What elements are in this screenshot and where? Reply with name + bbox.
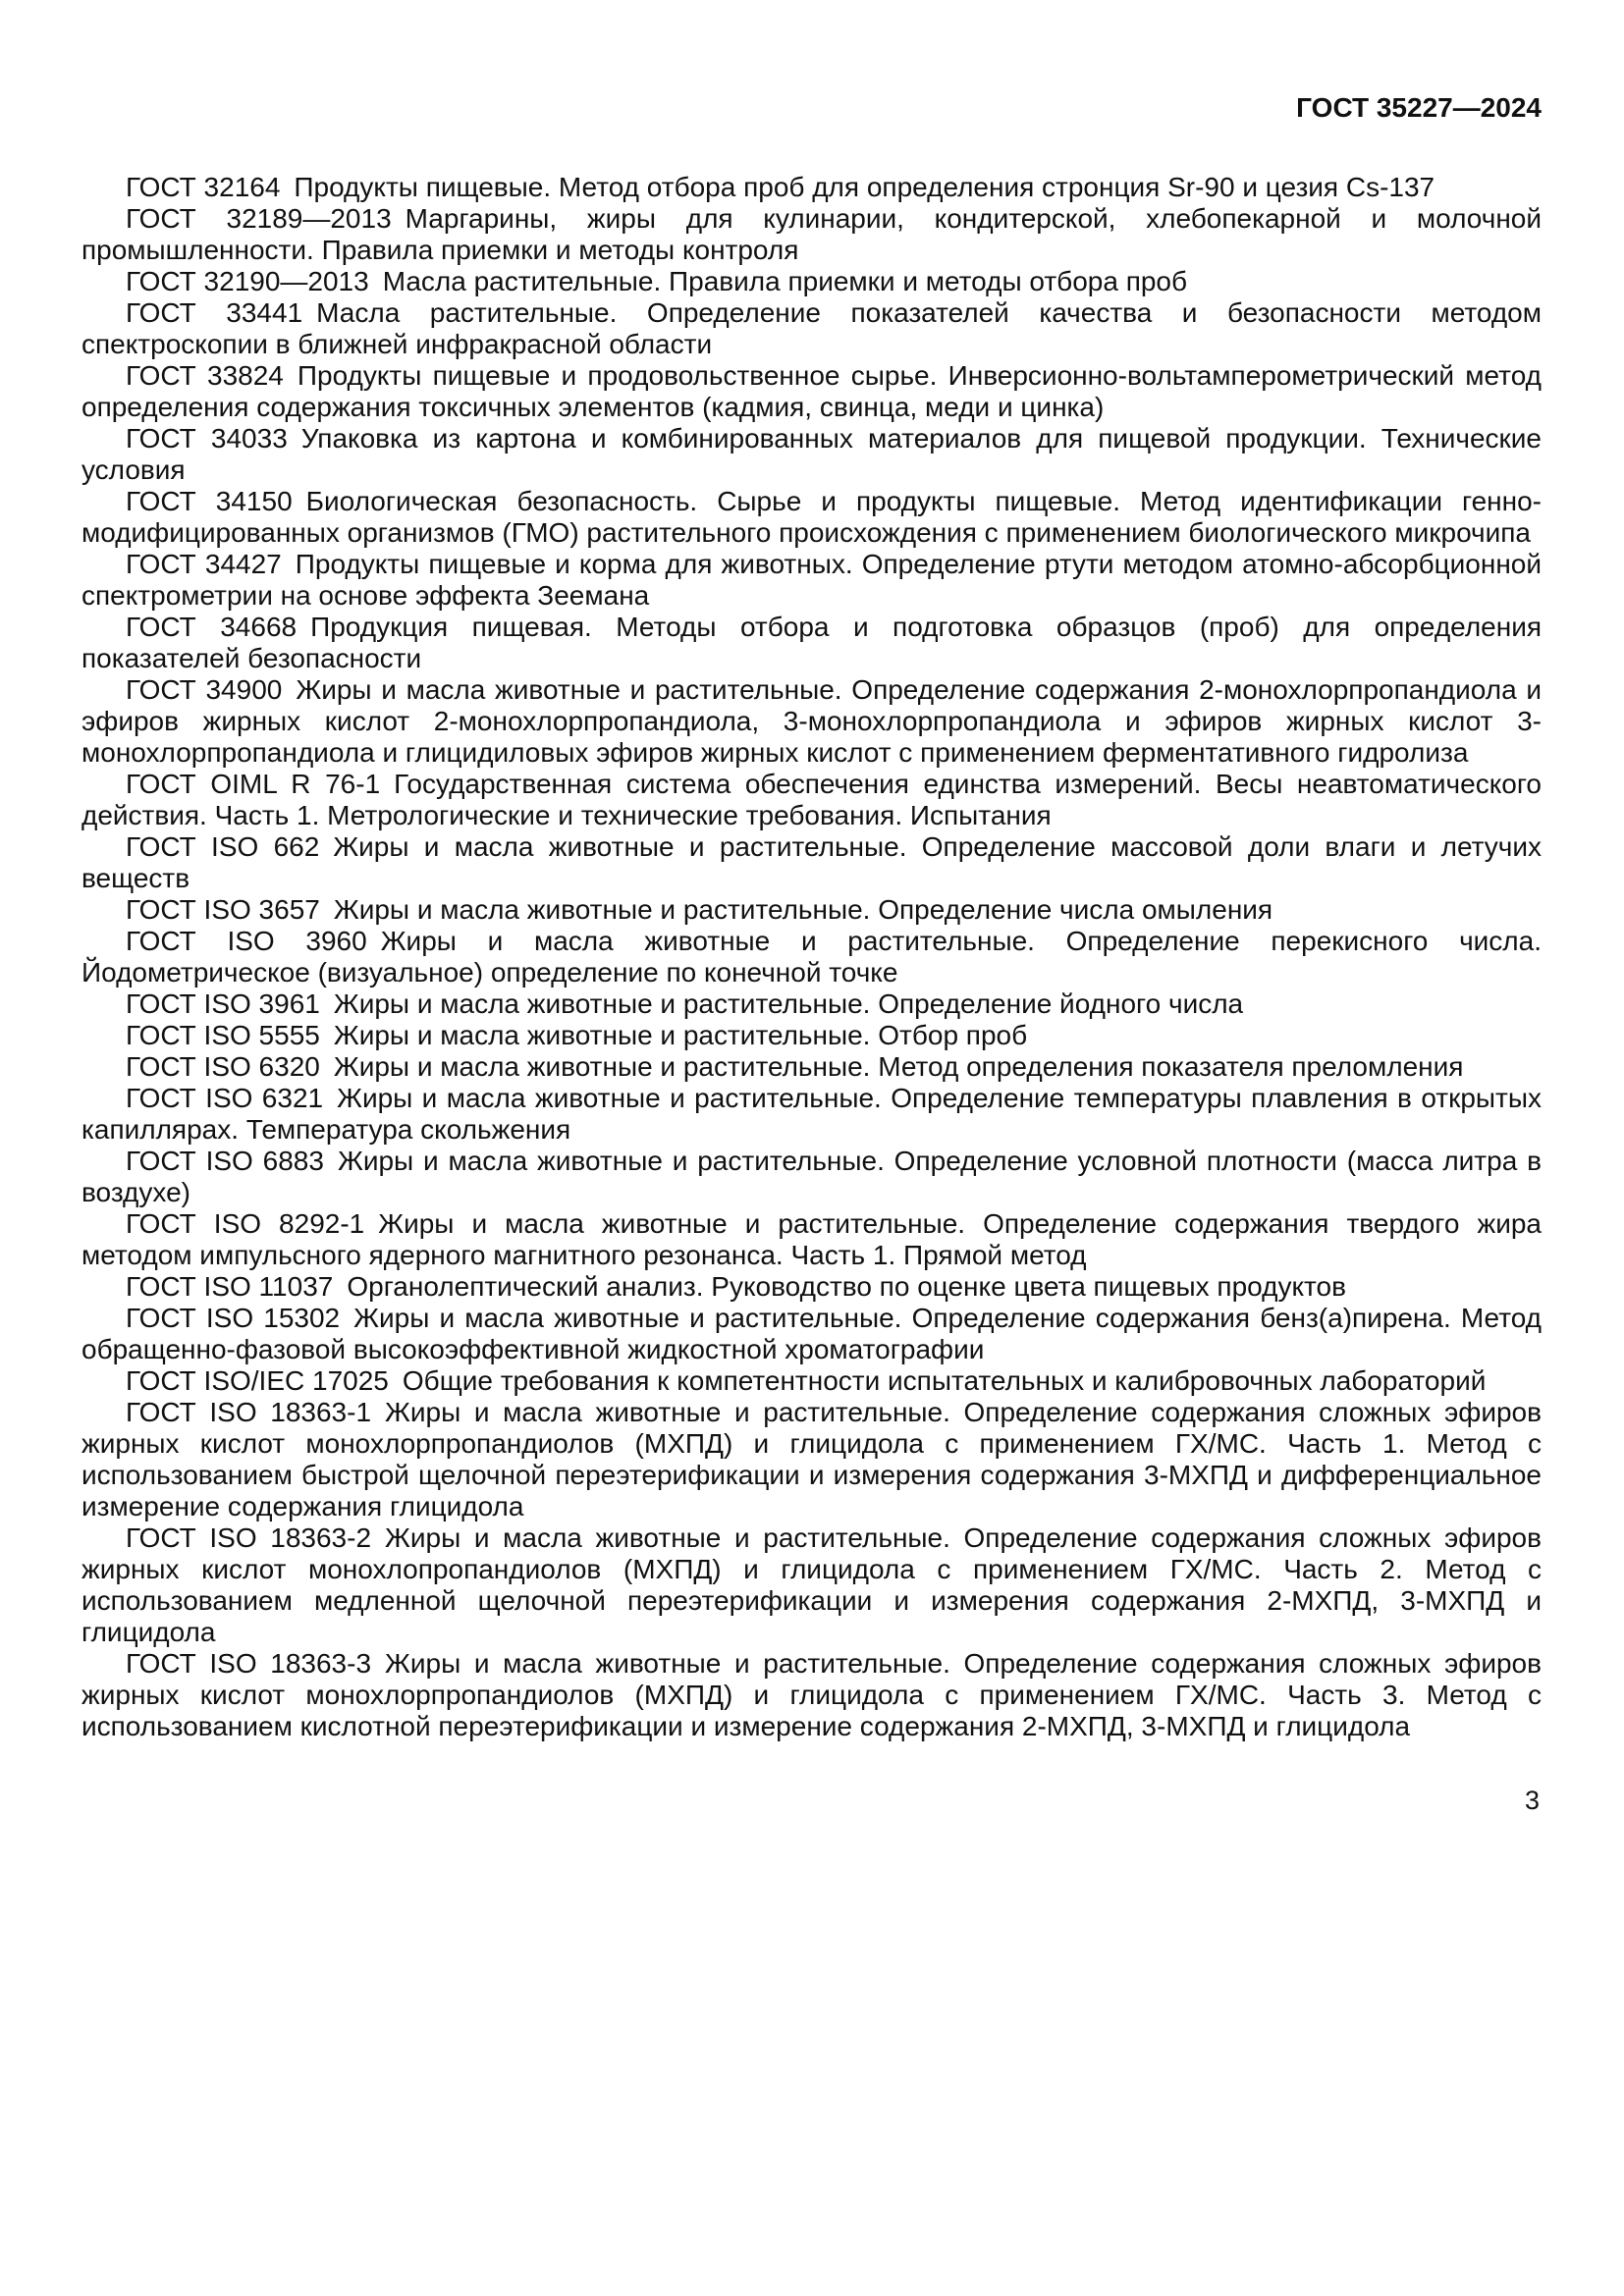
reference-item	[81, 1208, 1542, 1271]
reference-item	[81, 1648, 1542, 1742]
reference-designation: ГОСТ 34900	[126, 674, 283, 705]
reference-designation: ГОСТ ISO 3960	[126, 926, 367, 956]
reference-item	[81, 203, 1542, 266]
reference-designation: ГОСТ ISO 8292-1	[126, 1208, 365, 1239]
reference-item	[81, 266, 1542, 297]
reference-designation: ГОСТ 33824	[126, 360, 284, 391]
reference-designation: ГОСТ OIML R 76-1	[126, 769, 381, 799]
reference-designation: ГОСТ ISO 6883	[126, 1146, 324, 1176]
reference-designation: ГОСТ ISO 3657	[126, 894, 320, 925]
reference-item	[81, 1020, 1542, 1051]
reference-title: Продукция пищевая. Методы отбора и подготовка образцов (проб) для определения показателей безопасности	[81, 612, 1542, 673]
reference-item	[81, 1271, 1542, 1303]
reference-designation: ГОСТ ISO 5555	[126, 1020, 320, 1050]
reference-title: Жиры и масла животные и растительные. Определение содержания сложных эфиров жирных кислот монохлорпропандиолов (МХПД) и глицидола с применением ГХ/МС. Часть 3. Метод с использованием кислотной переэтерификации и измерение содержания 2-МХПД, 3-МХПД и глицидола	[81, 1648, 1542, 1741]
references-list	[81, 172, 1542, 1742]
reference-designation: ГОСТ ISO 662	[126, 831, 320, 862]
reference-title: Общие требования к компетентности испытательных и калибровочных лабораторий	[402, 1365, 1487, 1396]
reference-item	[81, 1083, 1542, 1146]
reference-item	[81, 1365, 1542, 1397]
reference-title: Жиры и масла животные и растительные. Определение содержания сложных эфиров жирных кислот монохлорпропандиолов (МХПД) и глицидола с применением ГХ/МС. Часть 1. Метод с использованием быстрой щелочной переэтерификации и измерения содержания 3-МХПД и дифференциальное измерение содержания глицидола	[81, 1397, 1542, 1522]
reference-title: Биологическая безопасность. Сырье и продукты пищевые. Метод идентификации генно-модифицированных организмов (ГМО) растительного происхождения с применением биологического микрочипа	[81, 486, 1542, 548]
reference-title: Упаковка из картона и комбинированных материалов для пищевой продукции. Технические условия	[81, 423, 1542, 485]
reference-title: Маргарины, жиры для кулинарии, кондитерской, хлебопекарной и молочной промышленности. Правила приемки и методы контроля	[81, 203, 1542, 265]
reference-item	[81, 1522, 1542, 1648]
reference-item	[81, 297, 1542, 360]
reference-designation: ГОСТ 32190—2013	[126, 266, 369, 296]
reference-designation: ГОСТ ISO 18363-1	[126, 1397, 372, 1427]
reference-designation: ГОСТ 33441	[126, 297, 303, 328]
reference-designation: ГОСТ 34668	[126, 612, 298, 642]
reference-title: Масла растительные. Определение показателей качества и безопасности методом спектроскопии в ближней инфракрасной области	[81, 297, 1542, 359]
reference-item	[81, 1397, 1542, 1522]
reference-designation: ГОСТ ISO 15302	[126, 1303, 341, 1333]
reference-title: Жиры и масла животные и растительные. Определение условной плотности (масса литра в воздухе)	[81, 1146, 1542, 1207]
reference-item	[81, 423, 1542, 486]
reference-designation: ГОСТ 32164	[126, 172, 281, 202]
reference-item	[81, 612, 1542, 674]
reference-designation: ГОСТ ISO 6321	[126, 1083, 324, 1113]
reference-title: Жиры и масла животные и растительные. Определение массовой доли влаги и летучих веществ	[81, 831, 1542, 893]
reference-designation: ГОСТ ISO 3961	[126, 988, 320, 1019]
reference-item	[81, 1303, 1542, 1365]
reference-title: Органолептический анализ. Руководство по оценке цвета пищевых продуктов	[347, 1271, 1346, 1302]
reference-designation: ГОСТ ISO/IEC 17025	[126, 1365, 389, 1396]
reference-item	[81, 831, 1542, 894]
reference-item	[81, 360, 1542, 423]
reference-item	[81, 172, 1542, 203]
reference-designation: ГОСТ 34150	[126, 486, 293, 516]
document-header	[81, 93, 1542, 123]
standard-designation: ГОСТ 35227—2024	[1296, 92, 1542, 123]
reference-title: Масла растительные. Правила приемки и методы отбора проб	[382, 266, 1188, 296]
page-number: 3	[1524, 1786, 1540, 1815]
reference-item	[81, 1146, 1542, 1208]
reference-designation: ГОСТ 34033	[126, 423, 288, 454]
reference-item	[81, 674, 1542, 769]
reference-title: Жиры и масла животные и растительные. Метод определения показателя преломления	[333, 1051, 1464, 1082]
reference-title: Продукты пищевые и продовольственное сырье. Инверсионно-вольтамперометрический метод определения содержания токсичных элементов (кадмия, свинца, меди и цинка)	[81, 360, 1542, 422]
reference-title: Продукты пищевые. Метод отбора проб для определения стронция Sr-90 и цезия Cs-137	[294, 172, 1435, 202]
reference-designation: ГОСТ 32189—2013	[126, 203, 392, 234]
reference-designation: ГОСТ 34427	[126, 549, 282, 579]
reference-designation: ГОСТ ISO 6320	[126, 1051, 320, 1082]
reference-designation: ГОСТ ISO 11037	[126, 1271, 334, 1302]
reference-item	[81, 549, 1542, 612]
reference-title: Жиры и масла животные и растительные. Определение температуры плавления в открытых капиллярах. Температура скольжения	[81, 1083, 1542, 1145]
reference-title: Жиры и масла животные и растительные. Определение содержания сложных эфиров жирных кислот монохлопропандиолов (МХПД) и глицидола с применением ГХ/МС. Часть 2. Метод с использованием медленной щелочной переэтерификации и измерения содержания 2-МХПД, 3-МХПД и глицидола	[81, 1522, 1542, 1647]
page-footer	[81, 1786, 1542, 1815]
reference-designation: ГОСТ ISO 18363-3	[126, 1648, 372, 1679]
reference-item	[81, 1051, 1542, 1083]
reference-title: Государственная система обеспечения единства измерений. Весы неавтоматического действия. Часть 1. Метрологические и технические требования. Испытания	[81, 769, 1542, 830]
reference-item	[81, 926, 1542, 988]
reference-designation: ГОСТ ISO 18363-2	[126, 1522, 372, 1553]
reference-item	[81, 769, 1542, 831]
reference-item	[81, 988, 1542, 1020]
reference-title: Жиры и масла животные и растительные. Отбор проб	[333, 1020, 1028, 1050]
reference-title: Жиры и масла животные и растительные. Определение йодного числа	[333, 988, 1244, 1019]
reference-title: Продукты пищевые и корма для животных. Определение ртути методом атомно-абсорбционной спектрометрии на основе эффекта Зеемана	[81, 549, 1542, 611]
reference-title: Жиры и масла животные и растительные. Определение перекисного числа. Йодометрическое (визуальное) определение по конечной точке	[81, 926, 1542, 988]
reference-title: Жиры и масла животные и растительные. Определение содержания 2-монохлорпропандиола и эфиров жирных кислот 2-монохлорпропандиола, 3-монохлорпропандиола и эфиров жирных кислот 3-монохлорпропандиола и глицидиловых эфиров жирных кислот с применением ферментативного гидролиза	[81, 674, 1543, 768]
reference-item	[81, 486, 1542, 549]
reference-title: Жиры и масла животные и растительные. Определение содержания бенз(а)пирена. Метод обращенно-фазовой высокоэффективной жидкостной хроматографии	[81, 1303, 1542, 1364]
reference-title: Жиры и масла животные и растительные. Определение числа омыления	[333, 894, 1273, 925]
reference-title: Жиры и масла животные и растительные. Определение содержания твердого жира методом импульсного ядерного магнитного резонанса. Часть 1. Прямой метод	[81, 1208, 1542, 1270]
reference-item	[81, 894, 1542, 926]
